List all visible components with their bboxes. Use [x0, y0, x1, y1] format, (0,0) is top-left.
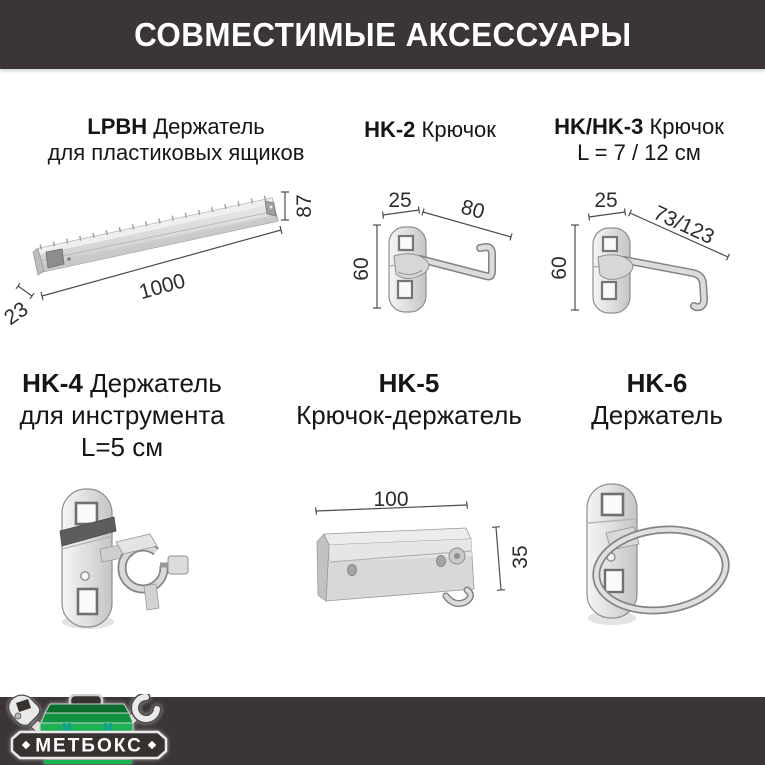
- product-subtitle: Крючок-держатель: [296, 400, 522, 430]
- hk2-length-dim: 80: [458, 195, 488, 224]
- product-name: Держатель: [90, 368, 222, 398]
- hk6-illustration: [587, 484, 730, 625]
- hk3-length-dim: 73/123: [649, 201, 718, 249]
- product-code: LPBH: [87, 114, 148, 139]
- product-subtitle: для пластиковых ящиков: [47, 140, 305, 165]
- product-name: Крючок: [421, 117, 496, 142]
- hk2-illustration: [350, 189, 512, 312]
- product-code: HK-6: [626, 368, 688, 398]
- lpbh-illustration: [0, 192, 316, 330]
- hk5-illustration: [316, 488, 533, 604]
- hk5-length-dim: 100: [373, 488, 409, 511]
- hk3-illustration: [548, 189, 730, 313]
- product-subtitle2: L=5 см: [80, 432, 164, 462]
- product-code: HK-4: [22, 368, 83, 398]
- product-code: HK-5: [378, 368, 440, 398]
- hk3-width-dim: 25: [594, 189, 618, 212]
- product-code: HK-2: [364, 117, 416, 142]
- hk4-illustration: [60, 489, 188, 629]
- product-name: Крючок: [649, 114, 724, 139]
- hk5-height-dim: 35: [509, 545, 532, 569]
- lpbh-height-dim: 87: [293, 194, 316, 218]
- logo-underline: [44, 760, 132, 764]
- brand-logo: [4, 694, 174, 765]
- brand-banner: [12, 732, 166, 758]
- lpbh-length-dim: 1000: [136, 269, 188, 305]
- toolbox-icon: [40, 695, 133, 735]
- product-name: Держатель: [153, 114, 265, 139]
- product-subtitle: Держатель: [591, 400, 723, 430]
- brand-text: МЕТБОКС: [35, 735, 143, 757]
- product-subtitle: L = 7 / 12 см: [577, 140, 701, 165]
- page-title: СОВМЕСТИМЫЕ АКСЕССУАРЫ: [133, 15, 632, 53]
- hk2-height-dim: 60: [350, 257, 373, 281]
- product-code: HK/HK-3: [554, 114, 644, 139]
- hk2-width-dim: 25: [388, 189, 412, 212]
- product-subtitle: для инструмента: [19, 400, 225, 430]
- hk3-height-dim: 60: [548, 256, 571, 280]
- lpbh-depth-dim: 23: [0, 297, 33, 330]
